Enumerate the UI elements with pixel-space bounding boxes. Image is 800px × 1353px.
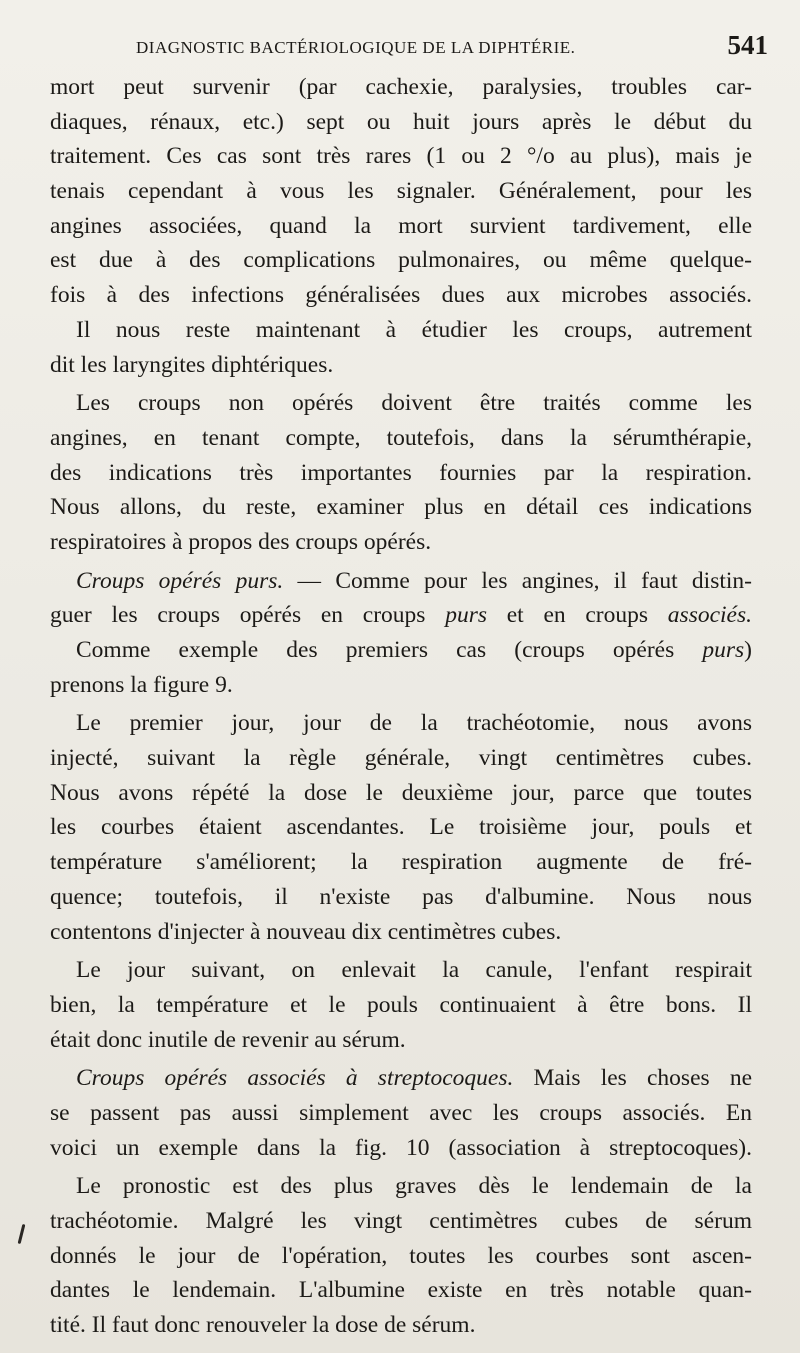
text-line: quence; toutefois, il n'existe pas d'albumine. Nous nous xyxy=(50,883,752,910)
text-line: Nous allons, du reste, examiner plus en détail ces indications xyxy=(50,494,752,521)
subheading-line-croups-associes: Croups opérés associés à streptocoques. Mais les choses ne xyxy=(76,1065,752,1092)
paragraph-start-line: Le pronostic est des plus graves dès le lendemain de la xyxy=(76,1173,752,1200)
text-line: est due à des complications pulmonaires, ou même quelque- xyxy=(50,247,752,274)
text-line: des indications très importantes fournies par la respiration. xyxy=(50,459,752,486)
text-line: voici un exemple dans la fig. 10 (association à streptocoques). xyxy=(50,1134,752,1161)
text-line-italic-terms: guer les croups opérés en croups purs et en croups associés. xyxy=(50,602,752,629)
italic-term: Croups opérés associés à streptocoques. xyxy=(76,1065,514,1092)
paragraph-end-line: dit les laryngites diphtériques. xyxy=(50,351,334,378)
page-number: 541 xyxy=(727,30,768,60)
text-line: mort peut survenir (par cachexie, paralysies, troubles car- xyxy=(50,74,752,100)
running-title: DIAGNOSTIC BACTÉRIOLOGIQUE DE LA DIPHTÉRIE. xyxy=(136,38,576,57)
text-line: les courbes étaient ascendantes. Le troisième jour, pouls et xyxy=(50,814,752,841)
text-line: température s'améliorent; la respiration augmente de fré- xyxy=(50,849,752,876)
italic-term: Croups opérés purs. xyxy=(76,567,284,594)
text-line: trachéotomie. Malgré les vingt centimètres cubes de sérum xyxy=(50,1208,752,1234)
page-header xyxy=(48,30,768,66)
text-line: bien, la température et le pouls continuaient à être bons. Il xyxy=(50,991,752,1018)
text-line: angines, en tenant compte, toutefois, dans la sérumthérapie, xyxy=(50,424,752,451)
text-line: fois à des infections généralisées dues aux microbes associés. xyxy=(50,282,752,309)
italic-term: purs xyxy=(445,602,487,629)
paragraph-end-line: respiratoires à propos des croups opérés. xyxy=(50,528,432,555)
text-line: traitement. Ces cas sont très rares (1 ou 2 °/o au plus), mais je xyxy=(50,143,752,170)
paragraph-start-line: Le premier jour, jour de la trachéotomie, nous avons xyxy=(76,710,752,737)
paragraph-start-line: Les croups non opérés doivent être traités comme les xyxy=(76,390,752,417)
body-text xyxy=(50,70,752,1343)
paragraph-end-line: tité. Il faut donc renouveler la dose de sérum. xyxy=(50,1312,476,1339)
subheading-line-croups-operes-purs: Croups opérés purs. — Comme pour les angines, il faut distin- xyxy=(76,567,752,594)
text-line: tenais cependant à vous les signaler. Généralement, pour les xyxy=(50,178,752,205)
paragraph-end-line: était donc inutile de revenir au sérum. xyxy=(50,1026,406,1053)
text-line: injecté, suivant la règle générale, vingt centimètres cubes. xyxy=(50,745,752,772)
paragraph-end-line: prenons la figure 9. xyxy=(50,671,233,698)
text-line: dantes le lendemain. L'albumine existe en très notable quan- xyxy=(50,1277,752,1304)
text-line: diaques, rénaux, etc.) sept ou huit jours après le début du xyxy=(50,108,752,135)
text-line: angines associées, quand la mort survient tardivement, elle xyxy=(50,212,752,239)
italic-term: purs xyxy=(702,637,745,663)
italic-term: associés. xyxy=(667,602,752,629)
margin-pencil-mark xyxy=(18,1224,26,1244)
paragraph-start-line-italic-terms: Comme exemple des premiers cas (croups opérés purs) xyxy=(76,637,752,663)
paragraph-end-line: contentons d'injecter à nouveau dix centimètres cubes. xyxy=(50,918,562,945)
paragraph-start-line: Le jour suivant, on enlevait la canule, l'enfant respirait xyxy=(76,957,752,984)
text-line: se passent pas aussi simplement avec les croups associés. En xyxy=(50,1099,752,1126)
text-line: Nous avons répété la dose le deuxième jour, parce que toutes xyxy=(50,779,752,806)
paragraph-start-line: Il nous reste maintenant à étudier les croups, autrement xyxy=(76,316,752,343)
text-line: donnés le jour de l'opération, toutes les courbes sont ascen- xyxy=(50,1242,752,1269)
